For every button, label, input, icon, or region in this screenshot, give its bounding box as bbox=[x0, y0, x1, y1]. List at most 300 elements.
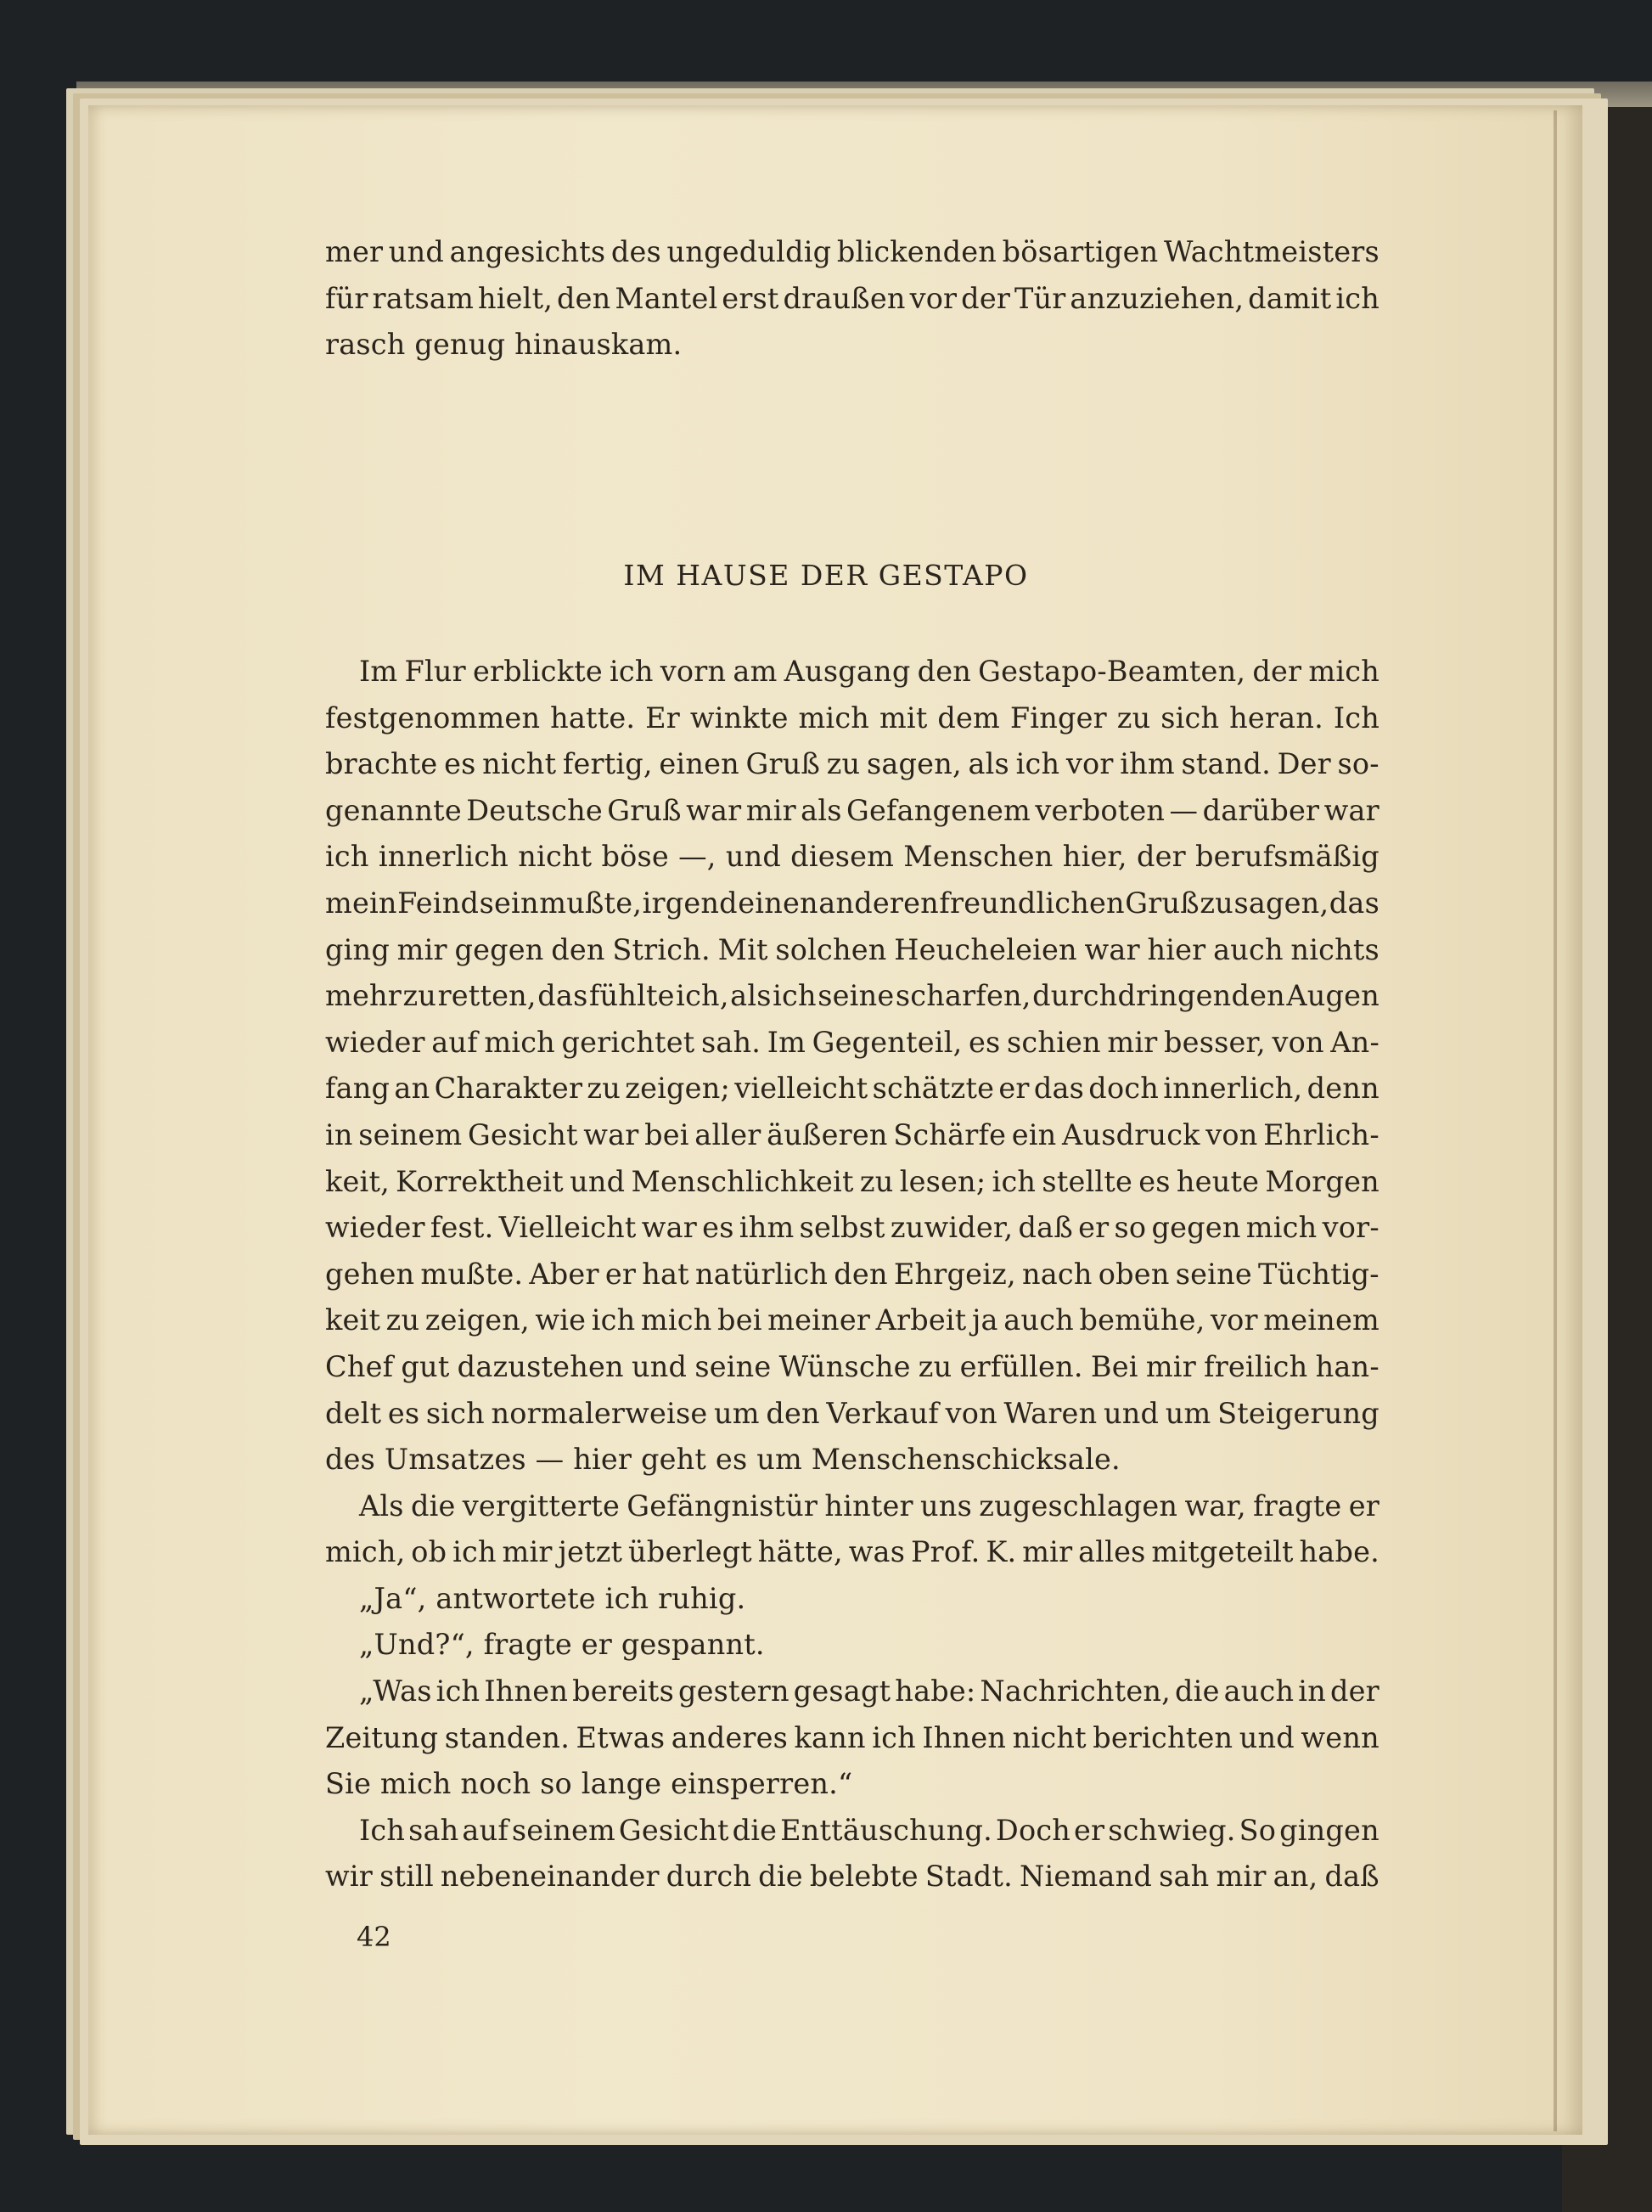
word: verboten bbox=[1035, 793, 1166, 827]
word: der bbox=[1136, 840, 1186, 874]
word: zu bbox=[402, 979, 437, 1013]
word: ein bbox=[1011, 1117, 1057, 1151]
word: lesen; bbox=[899, 1164, 986, 1198]
word: vor bbox=[1065, 747, 1114, 781]
word: dazustehen bbox=[457, 1349, 624, 1383]
word: denn bbox=[1306, 1072, 1379, 1106]
word: Gesicht bbox=[618, 1813, 729, 1847]
word: mein bbox=[325, 886, 397, 920]
word: zu bbox=[1200, 886, 1233, 920]
word: brachte bbox=[325, 747, 438, 781]
word: mich, bbox=[325, 1535, 406, 1569]
word: mußte. bbox=[420, 1257, 524, 1291]
word: ungeduldig bbox=[666, 235, 832, 268]
word: Stadt. bbox=[924, 1860, 1013, 1894]
word: erfüllen. bbox=[959, 1349, 1083, 1383]
text-line bbox=[325, 881, 1379, 927]
text-line bbox=[325, 1715, 1379, 1762]
word: zuwider, bbox=[890, 1211, 1014, 1245]
text-line bbox=[325, 1808, 1379, 1855]
text-line bbox=[325, 1066, 1379, 1112]
text-line bbox=[325, 1344, 1379, 1391]
opening-paragraph bbox=[325, 229, 1379, 369]
text-line bbox=[325, 1529, 1379, 1576]
word: ich bbox=[325, 840, 369, 874]
word: scharfen, bbox=[895, 979, 1031, 1013]
word: jetzt bbox=[558, 1535, 623, 1569]
word: äußeren bbox=[767, 1117, 888, 1151]
word: Verkauf bbox=[826, 1396, 939, 1430]
word: den bbox=[766, 1396, 820, 1430]
word: auch bbox=[1213, 932, 1284, 966]
page-gutter-shadow bbox=[1554, 110, 1557, 2131]
word: zu bbox=[587, 1072, 621, 1106]
text-line bbox=[325, 695, 1379, 742]
word: in bbox=[325, 1117, 353, 1151]
word: einen bbox=[738, 886, 818, 920]
word: es bbox=[1138, 1164, 1171, 1198]
word: berufsmäßig bbox=[1195, 840, 1379, 874]
word: böse bbox=[601, 840, 669, 874]
text-line: rasch genug hinauskam. bbox=[325, 328, 683, 362]
word: Ausdruck bbox=[1062, 1117, 1200, 1151]
word: zu bbox=[1116, 701, 1151, 735]
word: am bbox=[733, 655, 778, 688]
word: kann bbox=[794, 1720, 866, 1754]
word: ich bbox=[992, 1164, 1037, 1198]
word: mich bbox=[640, 1303, 712, 1337]
word: Aber bbox=[529, 1257, 599, 1291]
word: belebte bbox=[809, 1860, 919, 1894]
word: ging bbox=[325, 932, 390, 966]
word: Niemand bbox=[1020, 1860, 1153, 1894]
word: seine bbox=[694, 1349, 772, 1383]
word: Ihnen bbox=[484, 1674, 569, 1708]
word: hinter bbox=[824, 1489, 913, 1523]
word: so- bbox=[1337, 747, 1379, 781]
word: es bbox=[387, 1396, 420, 1430]
word: der bbox=[1252, 655, 1302, 688]
word: er bbox=[1074, 1813, 1105, 1847]
word: doch bbox=[1088, 1072, 1160, 1106]
word: sagen, bbox=[1233, 886, 1329, 920]
word: sich bbox=[425, 1396, 485, 1430]
word: bei bbox=[717, 1303, 762, 1337]
word: Gestapo-Beamten, bbox=[978, 655, 1246, 688]
word: darüber bbox=[1202, 793, 1320, 827]
text-line bbox=[325, 1112, 1379, 1159]
word: Charakter bbox=[434, 1072, 583, 1106]
word: so bbox=[1114, 1211, 1147, 1245]
word: fragte bbox=[1253, 1489, 1342, 1523]
word: ich bbox=[610, 655, 654, 688]
word: Vielleicht bbox=[498, 1211, 637, 1245]
word: schätzte bbox=[872, 1072, 995, 1106]
word: als bbox=[801, 793, 842, 827]
word: Ehrlich- bbox=[1263, 1117, 1379, 1151]
word: die bbox=[758, 1860, 803, 1894]
word: wie bbox=[535, 1303, 587, 1337]
word: sah bbox=[1159, 1860, 1210, 1894]
word: anderes bbox=[671, 1720, 789, 1754]
word: Zeitung bbox=[325, 1720, 439, 1754]
word: sah bbox=[408, 1813, 459, 1847]
word: und bbox=[631, 1349, 688, 1383]
word: zu bbox=[859, 1164, 894, 1198]
word: Schärfe bbox=[893, 1117, 1007, 1151]
text-line bbox=[325, 1159, 1379, 1206]
word: bemühe, bbox=[1079, 1303, 1205, 1337]
word: habe: bbox=[895, 1674, 976, 1708]
text-line bbox=[325, 834, 1379, 881]
word: Der bbox=[1277, 747, 1331, 781]
word: mich bbox=[484, 1025, 555, 1059]
word: die bbox=[1175, 1674, 1220, 1708]
word: in bbox=[1298, 1674, 1326, 1708]
word: blickenden bbox=[836, 235, 997, 268]
word: seine bbox=[818, 979, 895, 1013]
word: freundlichen bbox=[939, 886, 1125, 920]
word: einen bbox=[659, 747, 739, 781]
word: und bbox=[725, 840, 782, 874]
word: zeigen, bbox=[424, 1303, 530, 1337]
text-line bbox=[325, 973, 1379, 1020]
word: zeigen; bbox=[625, 1072, 730, 1106]
word: gegen bbox=[454, 932, 544, 966]
word: ich bbox=[435, 1674, 480, 1708]
word: wenn bbox=[1301, 1720, 1379, 1754]
word: Mit bbox=[717, 932, 768, 966]
word: mich bbox=[798, 701, 870, 735]
word: Ausgang bbox=[784, 655, 911, 688]
word: mir bbox=[1145, 1349, 1196, 1383]
word: natürlich bbox=[694, 1257, 829, 1291]
word: nebeneinander bbox=[440, 1860, 660, 1894]
word: normalerweise bbox=[491, 1396, 708, 1430]
word: fang bbox=[325, 1072, 391, 1106]
word: er bbox=[1078, 1211, 1110, 1245]
word: die bbox=[732, 1813, 778, 1847]
word: Gegenteil, bbox=[812, 1025, 963, 1059]
word: nichts bbox=[1290, 932, 1379, 966]
word: war bbox=[583, 1117, 639, 1151]
word: Korrektheit bbox=[396, 1164, 564, 1198]
text-line bbox=[325, 788, 1379, 835]
word: standen. bbox=[444, 1720, 570, 1754]
word: Strich. bbox=[612, 932, 711, 966]
word: hier, bbox=[1062, 840, 1127, 874]
word: mußte, bbox=[539, 886, 643, 920]
word: stand. bbox=[1181, 747, 1271, 781]
word: Im bbox=[767, 1025, 806, 1059]
word: auf bbox=[431, 1025, 478, 1059]
word: wir bbox=[325, 1860, 374, 1894]
word: Ich bbox=[359, 1813, 406, 1847]
word: auf bbox=[462, 1813, 509, 1847]
word: stellte bbox=[1042, 1164, 1133, 1198]
word: schien bbox=[1006, 1025, 1101, 1059]
word: ja bbox=[971, 1303, 998, 1337]
word: delt bbox=[325, 1396, 382, 1430]
word: auch bbox=[1003, 1303, 1074, 1337]
word: gesagt bbox=[793, 1674, 891, 1708]
word: ratsam bbox=[372, 281, 475, 315]
word: von bbox=[1272, 1025, 1324, 1059]
word: das bbox=[1033, 1072, 1085, 1106]
word: An- bbox=[1330, 1025, 1379, 1059]
word: und bbox=[1103, 1396, 1160, 1430]
word: es bbox=[969, 1025, 1001, 1059]
word: seine bbox=[1175, 1257, 1252, 1291]
word: hielt, bbox=[477, 281, 553, 315]
word: uns bbox=[920, 1489, 972, 1523]
word: mir bbox=[745, 793, 796, 827]
word: durchdringenden bbox=[1032, 979, 1285, 1013]
word: um bbox=[1165, 1396, 1211, 1430]
word: hat bbox=[642, 1257, 689, 1291]
word: solchen bbox=[775, 932, 887, 966]
word: er bbox=[1348, 1489, 1379, 1523]
word: Gefängnistür bbox=[627, 1489, 818, 1523]
word: Chef bbox=[325, 1349, 394, 1383]
word: ich bbox=[1015, 747, 1060, 781]
word: fest. bbox=[430, 1211, 494, 1245]
word: Heucheleien bbox=[894, 932, 1077, 966]
word: gerichtet bbox=[561, 1025, 695, 1059]
word: selbst bbox=[799, 1211, 885, 1245]
word: hier bbox=[1147, 932, 1206, 966]
word: diesem bbox=[790, 840, 895, 874]
word: erst bbox=[722, 281, 779, 315]
word: ihm bbox=[739, 1211, 795, 1245]
word: Enttäuschung. bbox=[780, 1813, 992, 1847]
word: zu bbox=[385, 1303, 420, 1337]
word: oben bbox=[1098, 1257, 1170, 1291]
word: den bbox=[551, 932, 605, 966]
word: fühlte bbox=[588, 979, 675, 1013]
word: Wünsche bbox=[778, 1349, 911, 1383]
word: vorn bbox=[660, 655, 727, 688]
word: —, bbox=[678, 840, 716, 874]
word: er bbox=[604, 1257, 637, 1291]
word: hätte, bbox=[757, 1535, 843, 1569]
word: retten, bbox=[437, 979, 537, 1013]
word: seinem bbox=[358, 1117, 463, 1151]
word: mir bbox=[1107, 1025, 1158, 1059]
word: der bbox=[1330, 1674, 1379, 1708]
word: sagen, bbox=[866, 747, 962, 781]
word: Mantel bbox=[615, 281, 718, 315]
word: durch bbox=[666, 1860, 752, 1894]
word: war bbox=[1323, 793, 1379, 827]
word: bei bbox=[644, 1117, 689, 1151]
word: genannte bbox=[325, 793, 462, 827]
word: ich bbox=[452, 1535, 497, 1569]
word: K. bbox=[986, 1535, 1017, 1569]
word: innerlich, bbox=[1163, 1072, 1303, 1106]
text-line bbox=[325, 1483, 1379, 1530]
word: das bbox=[1329, 886, 1379, 920]
word: mir bbox=[502, 1535, 553, 1569]
word: angesichts bbox=[449, 235, 606, 268]
word: mir bbox=[1216, 1860, 1267, 1894]
word: mich bbox=[1308, 655, 1379, 688]
word: meiner bbox=[767, 1303, 871, 1337]
word: an bbox=[394, 1072, 430, 1106]
word: des bbox=[610, 235, 661, 268]
chapter-body bbox=[325, 649, 1379, 1900]
word: um bbox=[713, 1396, 760, 1430]
word: Prof. bbox=[910, 1535, 981, 1569]
word: sein bbox=[479, 886, 539, 920]
word: Steigerung bbox=[1217, 1396, 1379, 1430]
word: ich bbox=[1335, 281, 1379, 315]
word: Gruß bbox=[745, 747, 821, 781]
text-line: „Und?“, fragte er gespannt. bbox=[359, 1628, 765, 1662]
word: Arbeit bbox=[875, 1303, 967, 1337]
word: vergitterte bbox=[462, 1489, 620, 1523]
chapter-heading: IM HAUSE DER GESTAPO bbox=[623, 559, 1029, 592]
word: überlegt bbox=[628, 1535, 752, 1569]
word: Gesicht bbox=[467, 1117, 578, 1151]
word: was bbox=[848, 1535, 906, 1569]
word: winkte bbox=[689, 701, 789, 735]
text-line: des Umsatzes — hier geht es um Menschenschicksale. bbox=[325, 1443, 1121, 1477]
word: mir bbox=[396, 932, 447, 966]
word: sich bbox=[1160, 701, 1220, 735]
word: Ich bbox=[1333, 701, 1379, 735]
word: Deutsche bbox=[466, 793, 603, 827]
word: mitgeteilt bbox=[1151, 1535, 1294, 1569]
word: Nachrichten, bbox=[980, 1674, 1172, 1708]
word: Als bbox=[359, 1489, 404, 1523]
word: Bei bbox=[1090, 1349, 1138, 1383]
word: Finger bbox=[1009, 701, 1107, 735]
word: vor bbox=[909, 281, 958, 315]
word: auch bbox=[1223, 1674, 1295, 1708]
word: den bbox=[557, 281, 611, 315]
word: ich bbox=[591, 1303, 636, 1337]
word: Morgen bbox=[1265, 1164, 1379, 1198]
word: habe. bbox=[1299, 1535, 1379, 1569]
word: innerlich bbox=[378, 840, 509, 874]
word: alles bbox=[1078, 1535, 1146, 1569]
word: So bbox=[1239, 1813, 1277, 1847]
text-line bbox=[325, 276, 1379, 323]
word: gestern bbox=[678, 1674, 789, 1708]
word: die bbox=[410, 1489, 456, 1523]
word: seinem bbox=[511, 1813, 615, 1847]
word: vor bbox=[1211, 1303, 1258, 1337]
word: Feind bbox=[397, 886, 480, 920]
word: anzuziehen, bbox=[1070, 281, 1245, 315]
word: Tüchtig- bbox=[1258, 1257, 1379, 1291]
text-line bbox=[325, 1020, 1379, 1067]
word: „Was bbox=[359, 1674, 432, 1708]
word: als bbox=[730, 979, 772, 1013]
word: anderen bbox=[818, 886, 939, 920]
word: damit bbox=[1248, 281, 1332, 315]
word: ob bbox=[411, 1535, 447, 1569]
word: — bbox=[1169, 793, 1199, 827]
text-line: Sie mich noch so lange einsperren.“ bbox=[325, 1767, 853, 1801]
word: an, bbox=[1273, 1860, 1318, 1894]
word: für bbox=[325, 281, 368, 315]
word: Ehrgeiz, bbox=[893, 1257, 1016, 1291]
word: wieder bbox=[325, 1025, 425, 1059]
word: nach bbox=[1021, 1257, 1093, 1291]
word: mit bbox=[879, 701, 928, 735]
word: besser, bbox=[1164, 1025, 1266, 1059]
word: mehr bbox=[325, 979, 402, 1013]
text-line: „Ja“, antwortete ich ruhig. bbox=[359, 1581, 746, 1615]
word: den bbox=[917, 655, 972, 688]
word: bösartigen bbox=[1002, 235, 1159, 268]
word: fertig, bbox=[562, 747, 653, 781]
text-line bbox=[325, 649, 1379, 695]
word: zugeschlagen bbox=[979, 1489, 1178, 1523]
word: ich, bbox=[676, 979, 729, 1013]
word: gut bbox=[401, 1349, 450, 1383]
text-line bbox=[325, 1297, 1379, 1344]
word: und bbox=[1239, 1720, 1295, 1754]
word: ich bbox=[773, 979, 817, 1013]
text-line bbox=[325, 229, 1379, 276]
word: gingen bbox=[1279, 1813, 1379, 1847]
word: hatte. bbox=[550, 701, 636, 735]
text-line bbox=[325, 927, 1379, 974]
word: gehen bbox=[325, 1257, 415, 1291]
word: von bbox=[945, 1396, 997, 1430]
word: keit, bbox=[325, 1164, 390, 1198]
word: bereits bbox=[572, 1674, 674, 1708]
word: von bbox=[1205, 1117, 1258, 1151]
word: draußen bbox=[783, 281, 906, 315]
word: nicht bbox=[518, 840, 593, 874]
word: gegen bbox=[1151, 1211, 1241, 1245]
word: Menschlichkeit bbox=[631, 1164, 854, 1198]
word: aller bbox=[694, 1117, 761, 1151]
text-line bbox=[325, 1252, 1379, 1298]
word: keit bbox=[325, 1303, 381, 1337]
word: Flur bbox=[404, 655, 466, 688]
word: nicht bbox=[1012, 1720, 1087, 1754]
word: Tür bbox=[1014, 281, 1066, 315]
word: heran. bbox=[1229, 701, 1323, 735]
word: zu bbox=[826, 747, 861, 781]
word: ihm bbox=[1120, 747, 1175, 781]
word: Waren bbox=[1003, 1396, 1098, 1430]
word: irgend bbox=[642, 886, 738, 920]
word: und bbox=[388, 235, 444, 268]
word: still bbox=[379, 1860, 434, 1894]
word: war bbox=[641, 1211, 697, 1245]
word: Ihnen bbox=[922, 1720, 1007, 1754]
word: erblickte bbox=[473, 655, 603, 688]
word: freilich bbox=[1204, 1349, 1308, 1383]
text-line bbox=[325, 1391, 1379, 1438]
text-line bbox=[325, 741, 1379, 788]
word: Wachtmeisters bbox=[1164, 235, 1379, 268]
word: han- bbox=[1315, 1349, 1379, 1383]
word: festgenommen bbox=[325, 701, 541, 735]
word: ich bbox=[872, 1720, 916, 1754]
word: mich bbox=[1245, 1211, 1318, 1245]
word: daß bbox=[1324, 1860, 1379, 1894]
word: meinem bbox=[1263, 1303, 1379, 1337]
word: vielleicht bbox=[734, 1072, 868, 1106]
word: schwieg. bbox=[1108, 1813, 1236, 1847]
